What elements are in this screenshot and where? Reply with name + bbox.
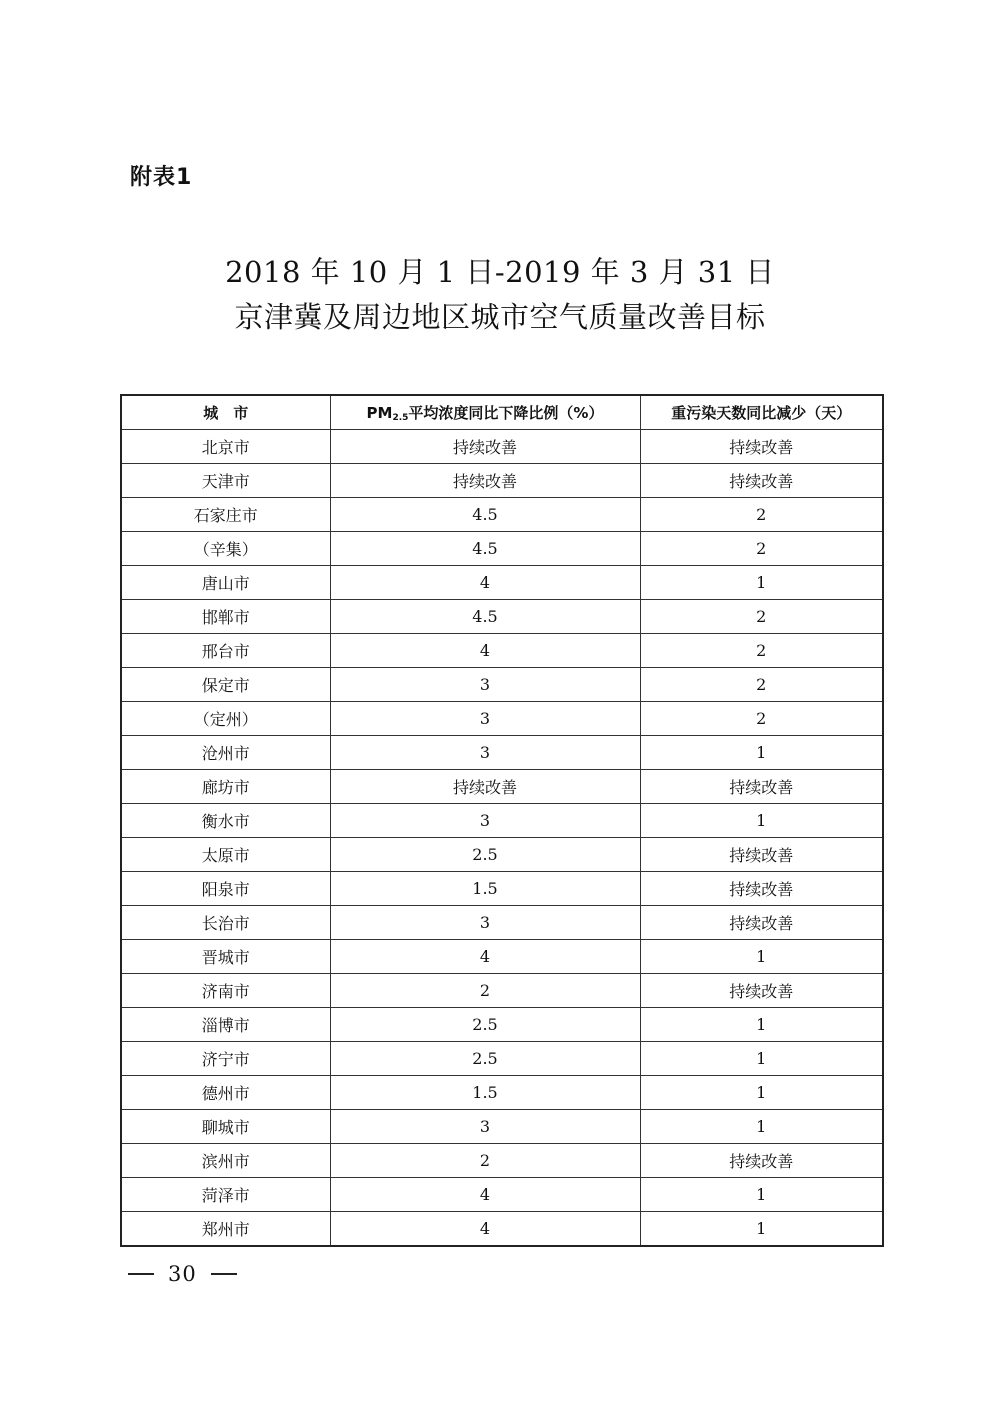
- table-row: [121, 906, 883, 940]
- cell-city: 济南市: [121, 974, 330, 1008]
- cell-heavy-pollution-days: 1: [640, 1178, 883, 1212]
- title-line-2: 京津冀及周边地区城市空气质量改善目标: [234, 300, 766, 334]
- cell-city: 邢台市: [121, 634, 330, 668]
- table-row: [121, 1212, 883, 1247]
- table-row: [121, 566, 883, 600]
- cell-city: 北京市: [121, 430, 330, 464]
- table-row: [121, 1178, 883, 1212]
- table-body: [121, 430, 883, 1247]
- cell-city: 德州市: [121, 1076, 330, 1110]
- footer-dash-right: [211, 1273, 237, 1275]
- air-quality-targets-table: [120, 394, 884, 1247]
- table-row: [121, 634, 883, 668]
- table-row: [121, 1144, 883, 1178]
- cell-city: （定州）: [121, 702, 330, 736]
- cell-city: 邯郸市: [121, 600, 330, 634]
- cell-city: 衡水市: [121, 804, 330, 838]
- cell-pm25-decline: 4.5: [330, 532, 640, 566]
- cell-pm25-decline: 2.5: [330, 838, 640, 872]
- cell-heavy-pollution-days: 1: [640, 566, 883, 600]
- cell-city: 晋城市: [121, 940, 330, 974]
- cell-pm25-decline: 1.5: [330, 872, 640, 906]
- table-row: [121, 940, 883, 974]
- table-row: [121, 1110, 883, 1144]
- cell-heavy-pollution-days: 1: [640, 804, 883, 838]
- table-row: [121, 498, 883, 532]
- cell-city: 菏泽市: [121, 1178, 330, 1212]
- cell-pm25-decline: 3: [330, 1110, 640, 1144]
- cell-pm25-decline: 4: [330, 1212, 640, 1247]
- table-row: [121, 668, 883, 702]
- table-row: [121, 770, 883, 804]
- cell-pm25-decline: 持续改善: [330, 464, 640, 498]
- cell-city: 保定市: [121, 668, 330, 702]
- cell-city: 天津市: [121, 464, 330, 498]
- cell-city: 唐山市: [121, 566, 330, 600]
- appendix-label: 附表1: [130, 165, 193, 190]
- header-city: 城 市: [121, 395, 330, 430]
- cell-pm25-decline: 4.5: [330, 600, 640, 634]
- table-row: [121, 1008, 883, 1042]
- cell-pm25-decline: 3: [330, 804, 640, 838]
- cell-pm25-decline: 4.5: [330, 498, 640, 532]
- cell-heavy-pollution-days: 2: [640, 532, 883, 566]
- cell-city: 长治市: [121, 906, 330, 940]
- cell-heavy-pollution-days: 2: [640, 668, 883, 702]
- table-row: [121, 532, 883, 566]
- cell-heavy-pollution-days: 持续改善: [640, 464, 883, 498]
- cell-pm25-decline: 2: [330, 1144, 640, 1178]
- cell-city: 滨州市: [121, 1144, 330, 1178]
- cell-heavy-pollution-days: 持续改善: [640, 838, 883, 872]
- cell-pm25-decline: 2: [330, 974, 640, 1008]
- cell-heavy-pollution-days: 2: [640, 600, 883, 634]
- cell-heavy-pollution-days: 持续改善: [640, 770, 883, 804]
- table-row: [121, 430, 883, 464]
- cell-pm25-decline: 4: [330, 940, 640, 974]
- cell-heavy-pollution-days: 持续改善: [640, 872, 883, 906]
- header-pm25-suffix: 平均浓度同比下降比例（%）: [408, 404, 604, 422]
- cell-city: 太原市: [121, 838, 330, 872]
- cell-pm25-decline: 3: [330, 668, 640, 702]
- cell-city: 聊城市: [121, 1110, 330, 1144]
- footer-dash-left: [128, 1273, 154, 1275]
- cell-heavy-pollution-days: 2: [640, 634, 883, 668]
- cell-pm25-decline: 1.5: [330, 1076, 640, 1110]
- cell-heavy-pollution-days: 持续改善: [640, 906, 883, 940]
- cell-pm25-decline: 4: [330, 634, 640, 668]
- table-row: [121, 1076, 883, 1110]
- cell-heavy-pollution-days: 持续改善: [640, 1144, 883, 1178]
- cell-pm25-decline: 2.5: [330, 1008, 640, 1042]
- cell-pm25-decline: 4: [330, 1178, 640, 1212]
- table-row: [121, 974, 883, 1008]
- cell-city: 阳泉市: [121, 872, 330, 906]
- cell-city: 沧州市: [121, 736, 330, 770]
- cell-pm25-decline: 持续改善: [330, 770, 640, 804]
- header-pm25: [330, 395, 640, 430]
- table-row: [121, 600, 883, 634]
- cell-pm25-decline: 3: [330, 702, 640, 736]
- cell-heavy-pollution-days: 1: [640, 940, 883, 974]
- header-pm25-prefix: PM: [366, 404, 393, 422]
- table-row: [121, 702, 883, 736]
- cell-pm25-decline: 2.5: [330, 1042, 640, 1076]
- title-line-1: 2018 年 10 月 1 日-2019 年 3 月 31 日: [225, 255, 775, 289]
- cell-heavy-pollution-days: 1: [640, 1008, 883, 1042]
- cell-heavy-pollution-days: 1: [640, 1110, 883, 1144]
- cell-city: 济宁市: [121, 1042, 330, 1076]
- header-days: 重污染天数同比减少（天）: [640, 395, 883, 430]
- page-footer: [128, 1262, 237, 1286]
- table-row: [121, 872, 883, 906]
- cell-heavy-pollution-days: 持续改善: [640, 430, 883, 464]
- cell-city: （辛集）: [121, 532, 330, 566]
- cell-pm25-decline: 3: [330, 736, 640, 770]
- cell-city: 廊坊市: [121, 770, 330, 804]
- page-number: 30: [168, 1262, 197, 1286]
- table-row: [121, 838, 883, 872]
- cell-city: 石家庄市: [121, 498, 330, 532]
- cell-pm25-decline: 3: [330, 906, 640, 940]
- cell-pm25-decline: 持续改善: [330, 430, 640, 464]
- header-pm25-subscript: 2.5: [392, 413, 409, 423]
- cell-city: 郑州市: [121, 1212, 330, 1247]
- table-row: [121, 804, 883, 838]
- cell-heavy-pollution-days: 1: [640, 1042, 883, 1076]
- table-row: [121, 1042, 883, 1076]
- cell-heavy-pollution-days: 2: [640, 702, 883, 736]
- cell-heavy-pollution-days: 1: [640, 1076, 883, 1110]
- table-header-row: [121, 395, 883, 430]
- cell-heavy-pollution-days: 2: [640, 498, 883, 532]
- table-row: [121, 736, 883, 770]
- cell-heavy-pollution-days: 1: [640, 736, 883, 770]
- cell-heavy-pollution-days: 持续改善: [640, 974, 883, 1008]
- cell-city: 淄博市: [121, 1008, 330, 1042]
- cell-pm25-decline: 4: [330, 566, 640, 600]
- table-row: [121, 464, 883, 498]
- cell-heavy-pollution-days: 1: [640, 1212, 883, 1247]
